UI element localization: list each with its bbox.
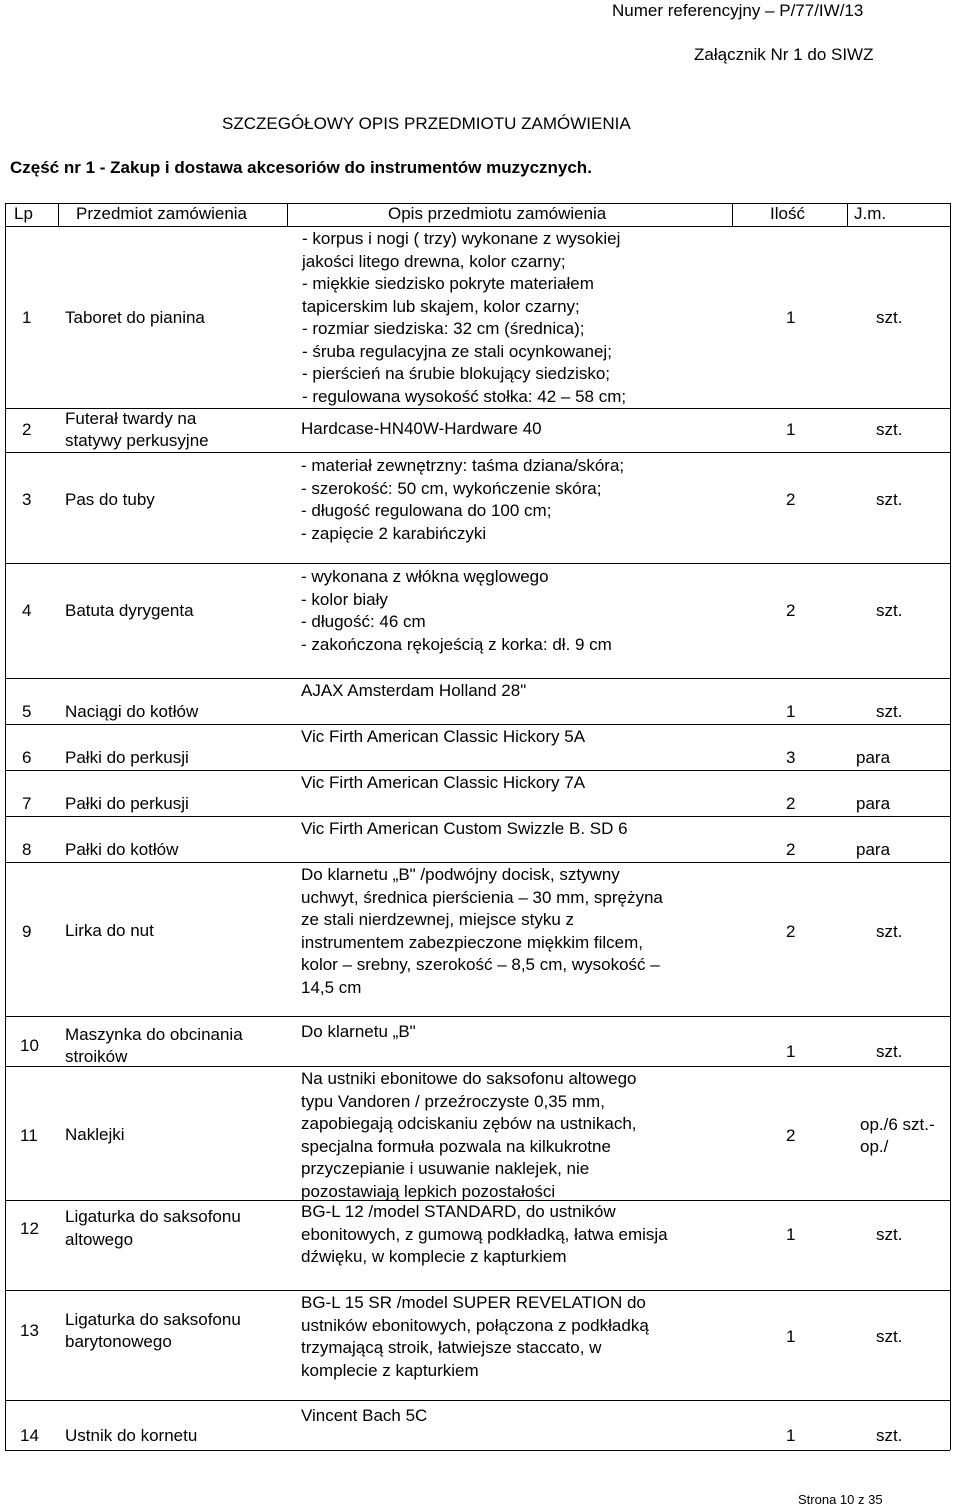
row-divider bbox=[5, 770, 950, 771]
description-line: pozostawiają lepkich pozostałości bbox=[301, 1181, 556, 1201]
unit-line: para bbox=[856, 840, 891, 859]
quantity-cell: 3 bbox=[786, 748, 796, 767]
unit-line: szt. bbox=[876, 702, 903, 721]
lp-cell: 12 bbox=[20, 1218, 39, 1238]
unit-cell bbox=[876, 1326, 902, 1349]
unit-line: op./6 szt.- bbox=[860, 1114, 935, 1134]
unit-cell bbox=[860, 1114, 935, 1159]
lp-cell: 3 bbox=[22, 490, 32, 509]
description-line: BG-L 15 SR /model SUPER REVELATION do bbox=[301, 1293, 646, 1312]
description-cell bbox=[301, 418, 542, 441]
column-divider bbox=[847, 203, 848, 226]
item-line: altowego bbox=[65, 1229, 134, 1249]
item-cell bbox=[65, 701, 198, 724]
quantity-cell: 2 bbox=[786, 840, 796, 859]
description-line: - zakończona rękojeścią z korka: dł. 9 cm bbox=[301, 634, 612, 654]
description-line: kolor – srebny, szerokość – 8,5 cm, wysokość – bbox=[301, 955, 660, 974]
item-line: Pałki do kotłów bbox=[65, 839, 179, 859]
row-divider bbox=[5, 226, 950, 227]
description-line: komplecie z kapturkiem bbox=[301, 1360, 479, 1380]
description-line: ebonitowych, z gumową podkładką, łatwa emisja bbox=[301, 1224, 668, 1244]
unit-line: para bbox=[856, 794, 891, 813]
item-cell bbox=[65, 1206, 241, 1251]
lp-cell: 4 bbox=[22, 601, 32, 620]
reference-number: Numer referencyjny – P/77/IW/13 bbox=[612, 1, 864, 20]
unit-line: szt. bbox=[876, 308, 903, 327]
item-cell bbox=[65, 1309, 241, 1354]
description-cell bbox=[301, 818, 628, 841]
quantity-cell: 1 bbox=[786, 1042, 796, 1061]
description-cell bbox=[302, 228, 626, 408]
description-line: - śruba regulacyjna ze stali ocynkowanej; bbox=[302, 341, 612, 361]
unit-line: szt. bbox=[876, 1327, 903, 1346]
row-divider bbox=[5, 1400, 950, 1401]
item-cell bbox=[65, 920, 154, 943]
item-cell bbox=[65, 600, 194, 623]
quantity-cell: 1 bbox=[786, 1224, 796, 1244]
quantity-cell: 2 bbox=[786, 1125, 796, 1145]
description-cell bbox=[301, 1292, 649, 1382]
item-line: Naklejki bbox=[65, 1125, 125, 1145]
item-line: Ligaturka do saksofonu bbox=[65, 1309, 241, 1329]
row-divider bbox=[5, 1450, 950, 1451]
description-line: instrumentem zabezpieczone miękkim filcem, bbox=[301, 932, 644, 952]
description-line: jakości litego drewna, kolor czarny; bbox=[302, 251, 566, 271]
description-line: Do klarnetu „B" /podwójny docisk, sztywny bbox=[301, 865, 620, 884]
column-divider bbox=[950, 203, 951, 1450]
quantity-cell: 2 bbox=[786, 921, 796, 941]
page-number: Strona 10 z 35 bbox=[798, 1492, 883, 1507]
item-cell bbox=[65, 408, 209, 453]
item-line: Maszynka do obcinania bbox=[65, 1024, 243, 1044]
col-unit-header: J.m. bbox=[854, 204, 887, 223]
unit-cell bbox=[856, 747, 890, 770]
description-line: - miękkie siedzisko pokryte materiałem bbox=[302, 274, 594, 293]
quantity-cell: 1 bbox=[786, 1327, 796, 1346]
column-divider bbox=[287, 203, 288, 226]
description-line: specjalna formuła pozwala na kilkukrotne bbox=[301, 1136, 611, 1156]
column-divider bbox=[5, 203, 6, 1450]
description-line: - szerokość: 50 cm, wykończenie skóra; bbox=[301, 478, 602, 498]
description-line: Vic Firth American Custom Swizzle B. SD 6 bbox=[301, 819, 628, 838]
description-line: dźwięku, w komplecie z kapturkiem bbox=[301, 1247, 567, 1266]
description-cell bbox=[301, 864, 663, 999]
item-cell bbox=[65, 1024, 243, 1069]
col-lp-header: Lp bbox=[14, 204, 33, 223]
description-line: - długość regulowana do 100 cm; bbox=[301, 501, 552, 520]
description-cell bbox=[301, 455, 624, 545]
description-line: Vic Firth American Classic Hickory 5A bbox=[301, 727, 586, 746]
unit-line: szt. bbox=[876, 1426, 903, 1445]
description-line: Vincent Bach 5C bbox=[301, 1406, 428, 1425]
unit-cell bbox=[876, 419, 902, 442]
description-line: - rozmiar siedziska: 32 cm (średnica); bbox=[302, 319, 585, 338]
unit-line: op./ bbox=[860, 1137, 889, 1156]
description-line: - wykonana z włókna węglowego bbox=[301, 567, 549, 586]
column-divider bbox=[58, 203, 59, 226]
lp-cell: 14 bbox=[20, 1426, 39, 1445]
unit-cell bbox=[876, 1041, 902, 1064]
row-divider bbox=[5, 816, 950, 817]
quantity-cell: 2 bbox=[786, 601, 796, 620]
unit-cell bbox=[876, 489, 902, 512]
item-line: Taboret do pianina bbox=[65, 307, 205, 327]
description-line: trzymającą stroik, łatwiejsze staccato, w bbox=[301, 1338, 602, 1357]
unit-cell bbox=[876, 307, 902, 330]
description-line: typu Vandoren / przeźroczyste 0,35 mm, bbox=[301, 1091, 605, 1111]
description-line: ustników ebonitowych, połączona z podkładką bbox=[301, 1315, 649, 1335]
unit-cell bbox=[856, 793, 890, 816]
lp-cell: 6 bbox=[22, 748, 32, 767]
description-line: przyczepianie i usuwanie naklejek, nie bbox=[301, 1159, 590, 1178]
lp-cell: 1 bbox=[22, 308, 32, 327]
document-title: SZCZEGÓŁOWY OPIS PRZEDMIOTU ZAMÓWIENIA bbox=[222, 114, 631, 133]
lp-cell: 5 bbox=[22, 702, 32, 721]
col-qty-header: Ilość bbox=[770, 204, 805, 223]
unit-line: szt. bbox=[876, 1224, 903, 1244]
lp-cell: 7 bbox=[22, 794, 32, 813]
col-desc-header: Opis przedmiotu zamówienia bbox=[388, 204, 607, 223]
description-line: Vic Firth American Classic Hickory 7A bbox=[301, 773, 586, 792]
unit-cell bbox=[876, 701, 902, 724]
row-divider bbox=[5, 563, 950, 564]
description-line: zapobiegają odciskaniu zębów na ustnikach, bbox=[301, 1114, 637, 1133]
item-line: Futerał twardy na bbox=[65, 408, 197, 428]
unit-line: para bbox=[856, 748, 891, 767]
unit-cell bbox=[876, 1425, 902, 1448]
unit-cell bbox=[856, 839, 890, 862]
description-line: - długość: 46 cm bbox=[301, 612, 426, 631]
description-line: Na ustniki ebonitowe do saksofonu altowego bbox=[301, 1069, 637, 1088]
quantity-cell: 1 bbox=[786, 308, 796, 327]
item-line: statywy perkusyjne bbox=[65, 431, 209, 450]
description-cell bbox=[301, 680, 526, 703]
description-line: 14,5 cm bbox=[301, 977, 362, 997]
description-line: uchwyt, średnica pierścienia – 30 mm, sprężyna bbox=[301, 887, 663, 907]
description-cell bbox=[301, 1405, 427, 1428]
unit-cell bbox=[876, 1224, 902, 1247]
item-line: Pas do tuby bbox=[65, 489, 155, 509]
lp-cell: 13 bbox=[20, 1321, 39, 1340]
item-line: Pałki do perkusji bbox=[65, 793, 189, 813]
description-line: - pierścień na śrubie blokujący siedzisko; bbox=[302, 364, 611, 383]
unit-line: szt. bbox=[876, 921, 903, 941]
item-line: stroików bbox=[65, 1047, 128, 1066]
lp-cell: 2 bbox=[22, 420, 32, 439]
part-heading: Część nr 1 - Zakup i dostawa akcesoriów do instrumentów muzycznych. bbox=[10, 158, 592, 177]
row-divider bbox=[5, 1290, 950, 1291]
description-line: - zapięcie 2 karabińczyki bbox=[301, 523, 487, 543]
unit-line: szt. bbox=[876, 420, 903, 439]
item-line: Ustnik do kornetu bbox=[65, 1425, 198, 1445]
row-divider bbox=[5, 862, 950, 863]
unit-line: szt. bbox=[876, 601, 903, 620]
description-cell bbox=[301, 1068, 637, 1203]
lp-cell: 11 bbox=[20, 1125, 38, 1145]
unit-cell bbox=[876, 921, 902, 944]
description-line: Hardcase-HN40W-Hardware 40 bbox=[301, 419, 542, 438]
item-line: barytonowego bbox=[65, 1332, 172, 1351]
unit-line: szt. bbox=[876, 490, 903, 509]
quantity-cell: 2 bbox=[786, 794, 796, 813]
quantity-cell: 2 bbox=[786, 490, 796, 509]
description-line: - korpus i nogi ( trzy) wykonane z wysokiej bbox=[302, 229, 621, 248]
quantity-cell: 1 bbox=[786, 420, 796, 439]
item-cell bbox=[65, 307, 205, 330]
item-line: Naciągi do kotłów bbox=[65, 701, 199, 721]
item-cell bbox=[65, 793, 189, 816]
description-line: Do klarnetu „B" bbox=[301, 1022, 416, 1041]
quantity-cell: 1 bbox=[786, 1426, 796, 1445]
row-divider bbox=[5, 452, 950, 453]
item-cell bbox=[65, 489, 155, 512]
lp-cell: 8 bbox=[22, 840, 32, 859]
description-line: - materiał zewnętrzny: taśma dziana/skóra; bbox=[301, 456, 625, 475]
item-cell bbox=[65, 1124, 125, 1147]
column-divider bbox=[732, 203, 733, 226]
lp-cell: 10 bbox=[20, 1036, 39, 1055]
lp-cell: 9 bbox=[22, 921, 32, 941]
unit-line: szt. bbox=[876, 1042, 903, 1061]
description-line: - regulowana wysokość stołka: 42 – 58 cm; bbox=[302, 386, 627, 406]
description-cell bbox=[301, 566, 612, 656]
row-divider bbox=[5, 724, 950, 725]
unit-cell bbox=[876, 600, 902, 623]
item-cell bbox=[65, 1425, 197, 1448]
description-line: BG-L 12 /model STANDARD, do ustników bbox=[301, 1202, 616, 1221]
attachment-label: Załącznik Nr 1 do SIWZ bbox=[694, 45, 874, 64]
description-line: AJAX Amsterdam Holland 28" bbox=[301, 681, 527, 700]
description-cell bbox=[301, 1201, 668, 1269]
item-cell bbox=[65, 839, 178, 862]
row-divider bbox=[5, 1066, 950, 1067]
description-line: - kolor biały bbox=[301, 589, 388, 609]
item-line: Batuta dyrygenta bbox=[65, 600, 194, 620]
description-line: tapicerskim lub skajem, kolor czarny; bbox=[302, 296, 580, 316]
description-cell bbox=[301, 772, 585, 795]
row-divider bbox=[5, 678, 950, 679]
row-divider bbox=[5, 1016, 950, 1017]
item-line: Pałki do perkusji bbox=[65, 747, 189, 767]
description-cell bbox=[301, 1021, 416, 1044]
item-line: Lirka do nut bbox=[65, 921, 154, 941]
row-divider bbox=[5, 203, 950, 204]
item-cell bbox=[65, 747, 189, 770]
col-item-header: Przedmiot zamówienia bbox=[76, 204, 248, 223]
description-cell bbox=[301, 726, 585, 749]
description-line: ze stali nierdzewnej, miejsce styku z bbox=[301, 910, 575, 929]
item-line: Ligaturka do saksofonu bbox=[65, 1207, 241, 1227]
quantity-cell: 1 bbox=[786, 702, 796, 721]
